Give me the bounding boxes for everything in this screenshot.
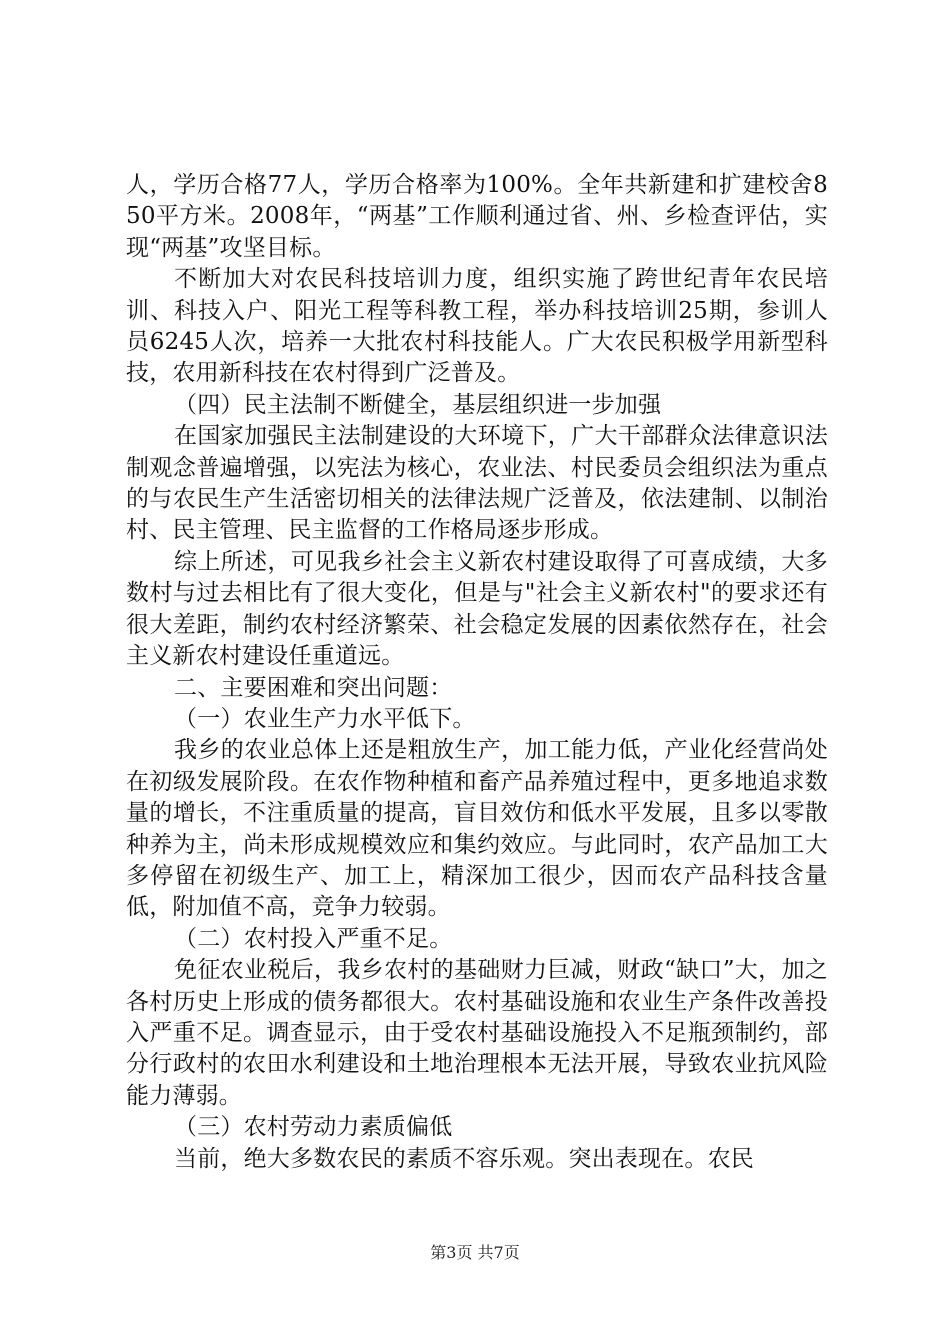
section-heading: （四）民主法制不断健全，基层组织进一步加强: [174, 391, 662, 418]
paragraph: 人，学历合格77人，学历合格率为100%。全年共新建和扩建校舍850平方米。2008年，“两基”工作顺利通过省、州、乡检查评估，实现“两基”攻坚目标。: [126, 172, 828, 261]
section-heading: （一）农业生产力水平低下。: [174, 705, 476, 732]
body-text: [126, 170, 828, 1175]
section-heading: 二、主要困难和突出问题：: [174, 674, 453, 701]
paragraph: 综上所述，可见我乡社会主义新农村建设取得了可喜成绩，大多数村与过去相比有了很大变化，但是与"社会主义新农村"的要求还有很大差距，制约农村经济繁荣、社会稳定发展的因素依然存在，社会主义新农村建设任重道远。: [126, 548, 828, 670]
paragraph: 在国家加强民主法制建设的大环境下，广大干部群众法律意识法制观念普遍增强，以宪法为核心，农业法、村民委员会组织法为重点的与农民生产生活密切相关的法律法规广泛普及，依法建制、以制治村、民主管理、民主监督的工作格局逐步形成。: [126, 423, 828, 544]
section-heading: （三）农村劳动力素质偏低: [174, 1114, 453, 1141]
paragraph: 免征农业税后，我乡农村的基础财力巨减，财政“缺口”大，加之各村历史上形成的债务都很大。农村基础设施和农业生产条件改善投入严重不足。调查显示，由于受农村基础设施投入不足瓶颈制约，部分行政村的农田水利建设和土地治理根本无法开展，导致农业抗风险能力薄弱。: [126, 957, 828, 1109]
section-heading: （二）农村投入严重不足。: [174, 925, 453, 952]
paragraph: 我乡的农业总体上还是粗放生产，加工能力低，产业化经营尚处在初级发展阶段。在农作物种植和畜产品养殖过程中，更多地追求数量的增长，不注重质量的提高，盲目效仿和低水平发展，且多以零散种养为主，尚未形成规模效应和集约效应。与此同时，农产品加工大多停留在初级生产、加工上，精深加工很少，因而农产品科技含量低，附加值不高，竞争力较弱。: [126, 737, 828, 921]
paragraph: 当前，绝大多数农民的素质不容乐观。突出表现在。农民: [174, 1145, 754, 1172]
paragraph: 不断加大对农民科技培训力度，组织实施了跨世纪青年农民培训、科技入户、阳光工程等科教工程，举办科技培训25期，参训人员6245人次，培养一大批农村科技能人。广大农民积极学用新型科技，农用新科技在农村得到广泛普及。: [126, 266, 828, 387]
page-number-footer: 第3页 共7页: [430, 1243, 520, 1262]
